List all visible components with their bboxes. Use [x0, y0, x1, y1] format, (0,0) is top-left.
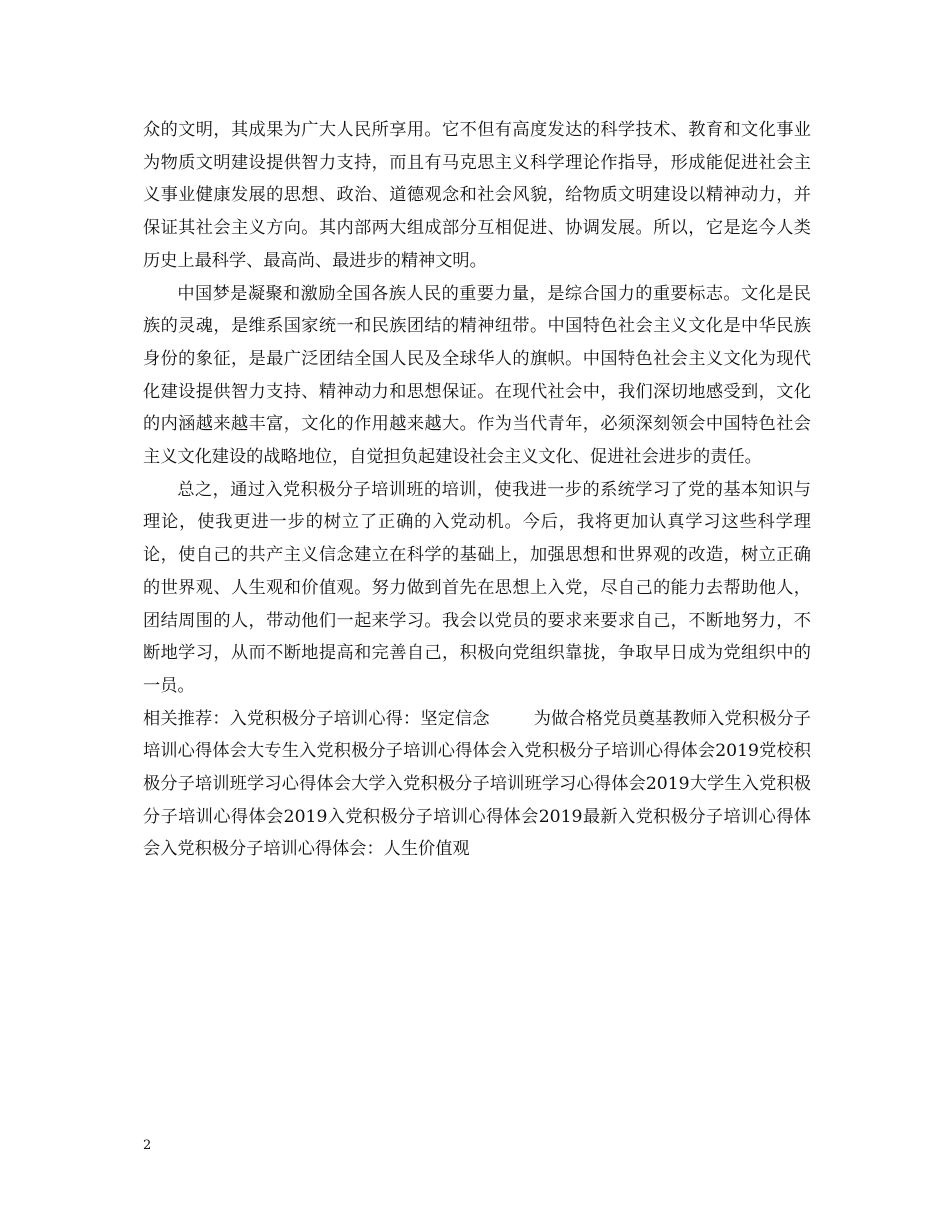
related-link-first[interactable]: 入党积极分子培训心得：坚定信念: [229, 708, 490, 729]
page-number: 2: [143, 1138, 152, 1153]
paragraph-1: 众的文明，其成果为广大人民所享用。它不但有高度发达的科学技术、教育和文化事业为物质文明建设提供智力支持，而且有马克思主义科学理论作指导，形成能促进社会主义事业健康发展的思想、政治、道德观念和社会风貌，给物质文明建设以精神动力，并保证其社会主义方向。其内部两大组成部分互相促进、协调发展。所以，它是迄今人类历史上最科学、最高尚、最进步的精神文明。: [143, 120, 811, 271]
paragraph-3: 总之，通过入党积极分子培训班的培训，使我进一步的系统学习了党的基本知识与理论，使我更进一步的树立了正确的入党动机。今后，我将更加认真学习这些科学理论，使自己的共产主义信念建立在科学的基础上，加强思想和世界观的改造，树立正确的世界观、人生观和价值观。努力做到首先在思想上入党，尽自己的能力去帮助他人，团结周围的人，带动他们一起来学习。我会以党员的要求来要求自己，不断地努力，不断地学习，从而不断地提高和完善自己，积极向党组织靠拢，争取早日成为党组织中的一员。: [143, 479, 811, 696]
related-recommendations: [143, 703, 811, 867]
related-links-rest[interactable]: 为做合格党员奠基教师入党积极分子培训心得体会大专生入党积极分子培训心得体会入党积极分子培训心得体会2019党校积极分子培训班学习心得体会大学入党积极分子培训班学习心得体会2019大学生入党积极分子培训心得体会2019入党积极分子培训心得体会2019最新入党积极分子培训心得体会入党积极分子培训心得体会：人生价值观: [143, 708, 811, 860]
document-body: [143, 114, 811, 866]
paragraph-2: 中国梦是凝聚和激励全国各族人民的重要力量，是综合国力的重要标志。文化是民族的灵魂，是维系国家统一和民族团结的精神纽带。中国特色社会主义文化是中华民族身份的象征，是最广泛团结全国人民及全球华人的旗帜。中国特色社会主义文化为现代化建设提供智力支持、精神动力和思想保证。在现代社会中，我们深切地感受到，文化的内涵越来越丰富，文化的作用越来越大。作为当代青年，必须深刻领会中国特色社会主义文化建设的战略地位，自觉担负起建设社会主义文化、促进社会进步的责任。: [143, 283, 811, 468]
related-label: 相关推荐：: [143, 708, 230, 729]
